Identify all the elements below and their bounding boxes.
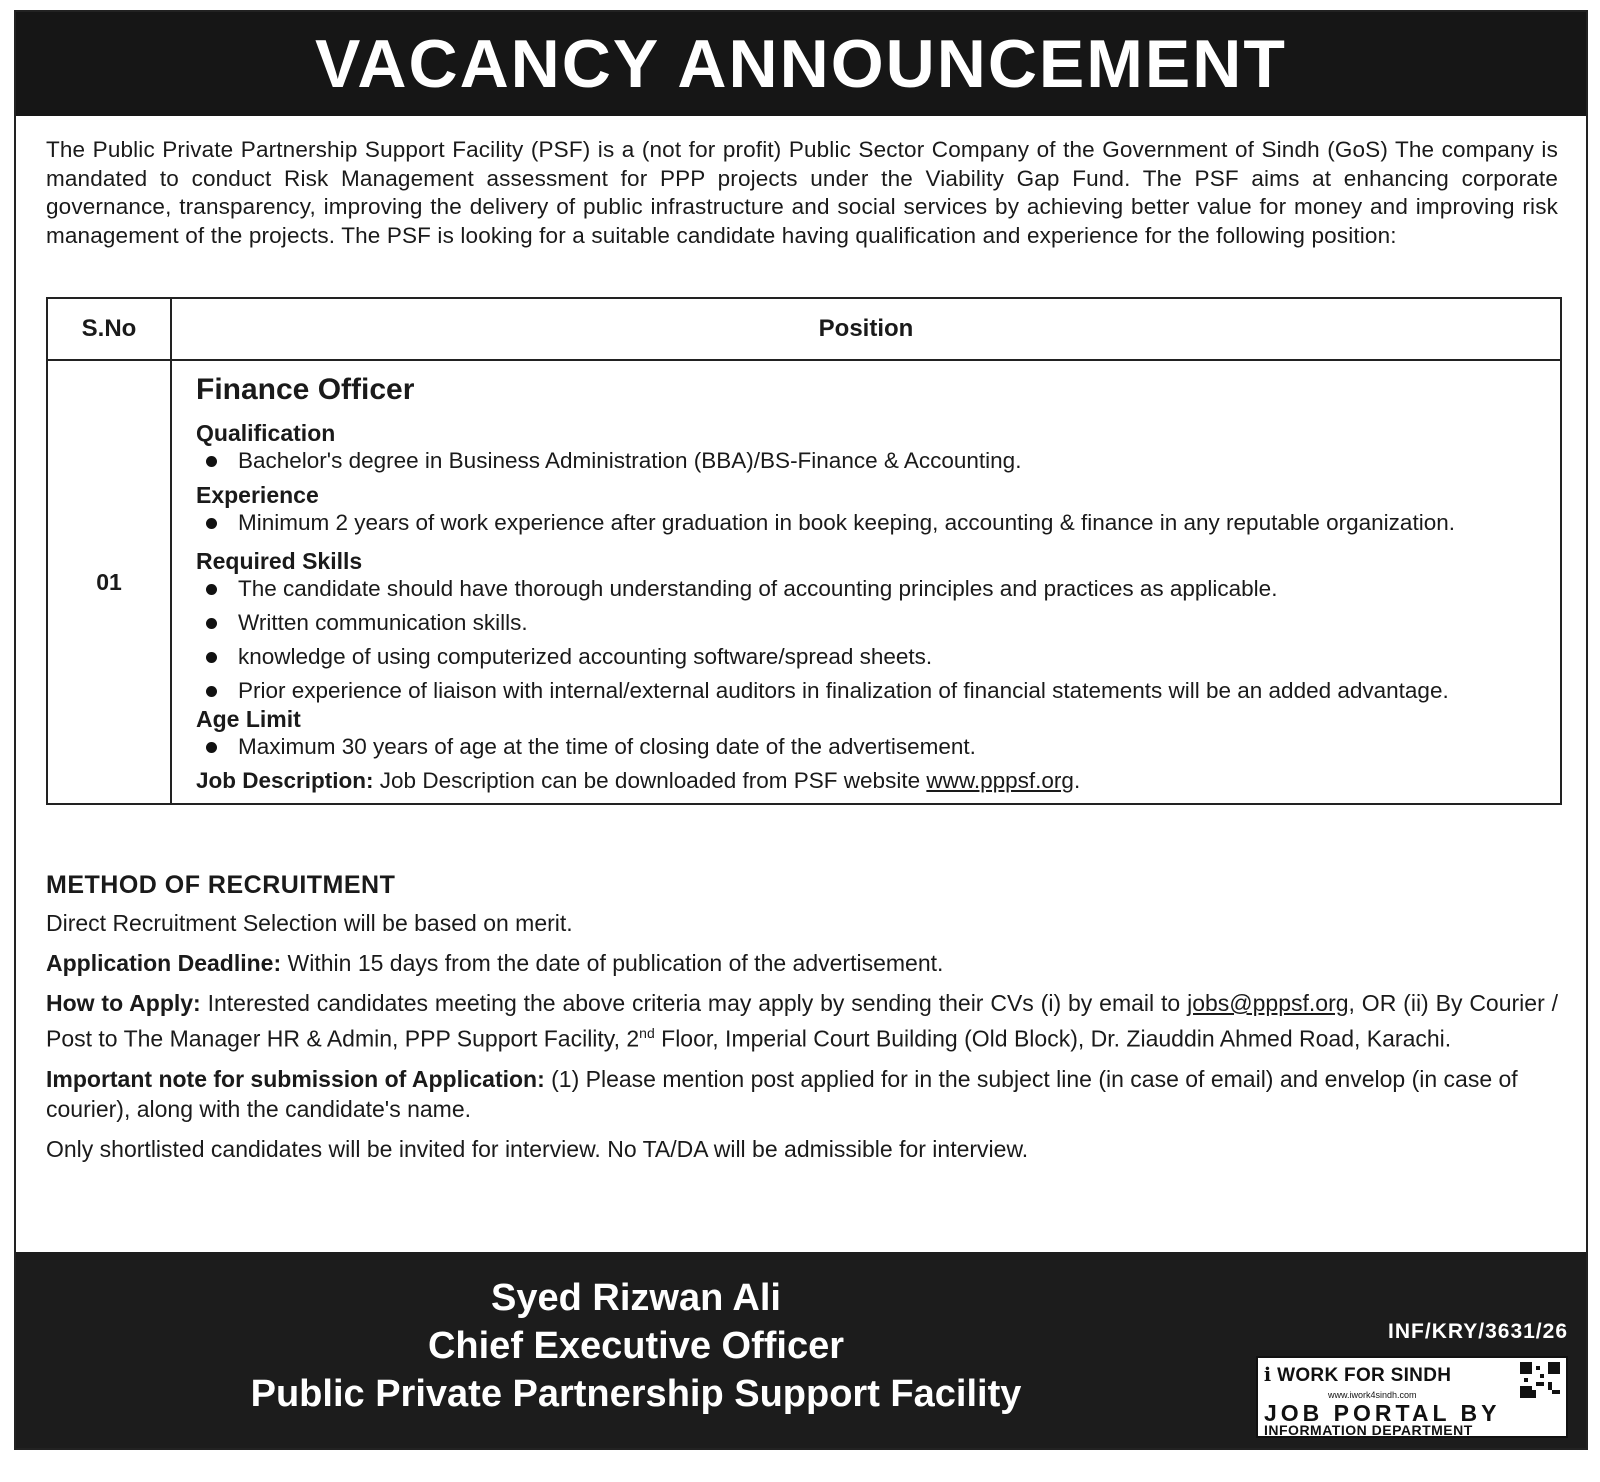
jd-text: Job Description can be downloaded from PSF website	[379, 768, 921, 793]
deadline-text: Within 15 days from the date of publication of the advertisement.	[287, 950, 944, 976]
list-item: knowledge of using computerized accounting software/spread sheets.	[196, 643, 1538, 671]
email-link[interactable]: jobs@pppsf.org	[1187, 990, 1349, 1016]
badge-title: ℹ WORK FOR SINDH	[1264, 1365, 1452, 1386]
list-item: The candidate should have thorough understanding of accounting principles and practices as applicable.	[196, 575, 1538, 603]
closing-note: Only shortlisted candidates will be invited for interview. No TA/DA will be admissible for interview.	[46, 1135, 1029, 1162]
age-heading: Age Limit	[196, 706, 301, 732]
list-item: Written communication skills.	[196, 609, 1538, 637]
sno-cell: 01	[47, 360, 171, 804]
apply-sup: nd	[639, 1025, 655, 1041]
organization-name: Public Private Partnership Support Facility	[250, 1373, 1022, 1415]
job-description	[196, 767, 1538, 795]
apply-text-2: , OR (ii) By Courier / Post to The Manager HR & Admin, PPP Support Facility, 2	[46, 990, 1559, 1052]
method-heading: METHOD OF RECRUITMENT	[46, 871, 396, 899]
qualification-list	[196, 447, 1538, 475]
table-row	[47, 360, 1561, 804]
jd-label: Job Description:	[196, 768, 374, 793]
list-item: Bachelor's degree in Business Administration (BBA)/BS-Finance & Accounting.	[196, 447, 1538, 475]
vacancy-announcement-page	[14, 10, 1588, 1450]
signatory-role: Chief Executive Officer	[427, 1325, 845, 1367]
website-link[interactable]: www.pppsf.org	[926, 768, 1074, 793]
position-cell	[171, 360, 1561, 804]
list-item: Maximum 30 years of age at the time of closing date of the advertisement.	[196, 733, 1538, 761]
experience-heading: Experience	[196, 482, 319, 508]
list-item: Minimum 2 years of work experience after graduation in book keeping, accounting & finance in any reputable organization.	[196, 509, 1538, 537]
sno-header: S.No	[47, 298, 171, 360]
skills-heading: Required Skills	[196, 548, 363, 574]
skills-list	[196, 575, 1538, 705]
reference-number: INF/KRY/3631/26	[1388, 1320, 1568, 1343]
age-list	[196, 733, 1538, 761]
method-section	[46, 870, 1558, 1174]
intro-paragraph: The Public Private Partnership Support Facility (PSF) is a (not for profit) Public Sector Company of the Government of Sindh (GoS) The company is mandated to conduct Risk Management assessment for PPP projects under the Viability Gap Fund. The PSF aims at enhancing corporate governance, transparency, improving the delivery of public infrastructure and social services by achieving better value for money and improving risk management of the projects. The PSF is looking for a suitable candidate having qualification and experience for the following position:	[46, 137, 1558, 248]
badge-title-text: WORK FOR SINDH	[1277, 1365, 1452, 1386]
apply-label: How to Apply:	[46, 990, 201, 1016]
apply-text: Interested candidates meeting the above criteria may apply by sending their CVs (i) by email to	[207, 990, 1181, 1016]
list-item: Prior experience of liaison with internal/external auditors in finalization of financial statements will be an added advantage.	[196, 677, 1538, 705]
signature-block	[16, 1274, 1256, 1418]
application-deadline	[46, 948, 1558, 978]
signatory-name: Syed Rizwan Ali	[491, 1277, 781, 1319]
qualification-heading: Qualification	[196, 420, 336, 446]
job-portal-badge	[1256, 1356, 1568, 1438]
qr-code-icon	[1520, 1362, 1560, 1398]
experience-list	[196, 509, 1538, 537]
header-banner	[16, 12, 1586, 116]
how-to-apply	[46, 988, 1558, 1054]
deadline-label: Application Deadline:	[46, 950, 282, 976]
direct-recruitment: Direct Recruitment Selection will be based on merit.	[46, 910, 573, 936]
jd-end: .	[1073, 768, 1081, 793]
badge-url: www.iwork4sindh.com	[1328, 1390, 1417, 1400]
footer-banner	[16, 1252, 1586, 1448]
position-table	[46, 297, 1562, 805]
position-header: Position	[171, 298, 1561, 360]
note-label: Important note for submission of Application:	[46, 1065, 545, 1092]
apply-text-3: Floor, Imperial Court Building (Old Block), Dr. Ziauddin Ahmed Road, Karachi.	[661, 1025, 1452, 1052]
table-header-row	[47, 298, 1561, 360]
badge-portal: JOB PORTAL BY	[1264, 1400, 1501, 1426]
position-title: Finance Officer	[196, 373, 415, 406]
important-note	[46, 1064, 1558, 1124]
page-title: VACANCY ANNOUNCEMENT	[315, 26, 1287, 102]
note-text: (1) Please mention post applied for in the subject line (in case of email) and envelop (in case of courier), along with the candidate's name.	[46, 1065, 1518, 1122]
badge-department: INFORMATION DEPARTMENT	[1264, 1422, 1473, 1438]
